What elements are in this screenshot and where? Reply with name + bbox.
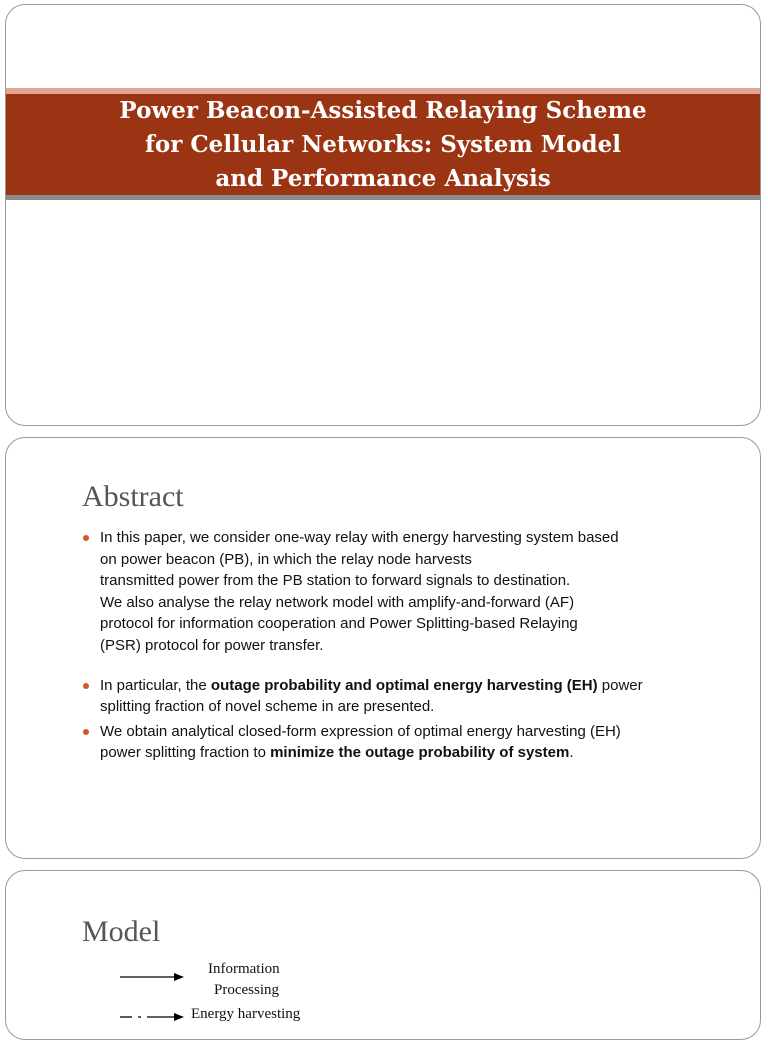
title-band bbox=[6, 88, 760, 200]
bullet-3-pre: power splitting fraction to bbox=[100, 744, 271, 762]
title-line-1: Power Beacon-Assisted Relaying Scheme bbox=[119, 97, 647, 124]
bullet-2-pre: In particular, the bbox=[100, 676, 211, 694]
model-slide bbox=[5, 870, 761, 1040]
bullet-3-line-1: We obtain analytical closed-form expression of optimal energy harvesting (EH) bbox=[100, 722, 621, 740]
abstract-slide bbox=[5, 437, 761, 859]
model-heading: Model bbox=[82, 915, 161, 948]
bullet-2-bold: outage probability and optimal energy harvesting (EH) bbox=[210, 676, 598, 694]
dash-dot-arrow-icon bbox=[120, 1013, 184, 1021]
bullet-2-line-2: splitting fraction of novel scheme in are presented. bbox=[100, 698, 435, 716]
bullet-3-bold: minimize the outage probability of system bbox=[270, 744, 570, 762]
bullet-item-3 bbox=[80, 721, 740, 764]
bullet-1-line-2: on power beacon (PB), in which the relay node harvests bbox=[100, 550, 472, 568]
title-line-3: and Performance Analysis bbox=[215, 165, 551, 192]
title-slide bbox=[5, 4, 761, 426]
solid-arrow-icon bbox=[120, 973, 184, 981]
abstract-bullet-list bbox=[80, 527, 740, 764]
bullet-3-post: . bbox=[569, 744, 574, 762]
bullet-1-line-3: transmitted power from the PB station to forward signals to destination. bbox=[100, 572, 571, 590]
diagram-legend bbox=[118, 961, 338, 1040]
abstract-heading: Abstract bbox=[82, 480, 184, 513]
bullet-1-line-1: In this paper, we consider one-way relay with energy harvesting system based bbox=[100, 529, 619, 546]
bullet-1-line-4: We also analyse the relay network model with amplify-and-forward (AF) bbox=[100, 593, 575, 611]
legend-energy: Energy harvesting bbox=[191, 1006, 301, 1022]
bullet-2-line-1 bbox=[100, 675, 740, 697]
slide-title bbox=[6, 94, 760, 196]
title-band-bottom-stripe bbox=[6, 195, 760, 200]
bullet-1-line-5: protocol for information cooperation and Power Splitting-based Relaying bbox=[100, 615, 578, 633]
legend-info-line2: Processing bbox=[214, 982, 279, 998]
bullet-2-post: power bbox=[597, 676, 643, 694]
bullet-dot-icon bbox=[83, 683, 89, 689]
bullet-dot-icon bbox=[83, 729, 89, 735]
bullet-item-2 bbox=[80, 675, 740, 718]
bullet-item-1 bbox=[80, 527, 740, 657]
bullet-3-line-2 bbox=[100, 742, 740, 764]
bullet-1-line-6: (PSR) protocol for power transfer. bbox=[100, 636, 324, 654]
title-line-2: for Cellular Networks: System Model bbox=[145, 131, 621, 158]
legend-info-line1: Information bbox=[208, 961, 280, 977]
legend-lines bbox=[118, 961, 188, 1021]
bullet-dot-icon bbox=[83, 535, 89, 541]
